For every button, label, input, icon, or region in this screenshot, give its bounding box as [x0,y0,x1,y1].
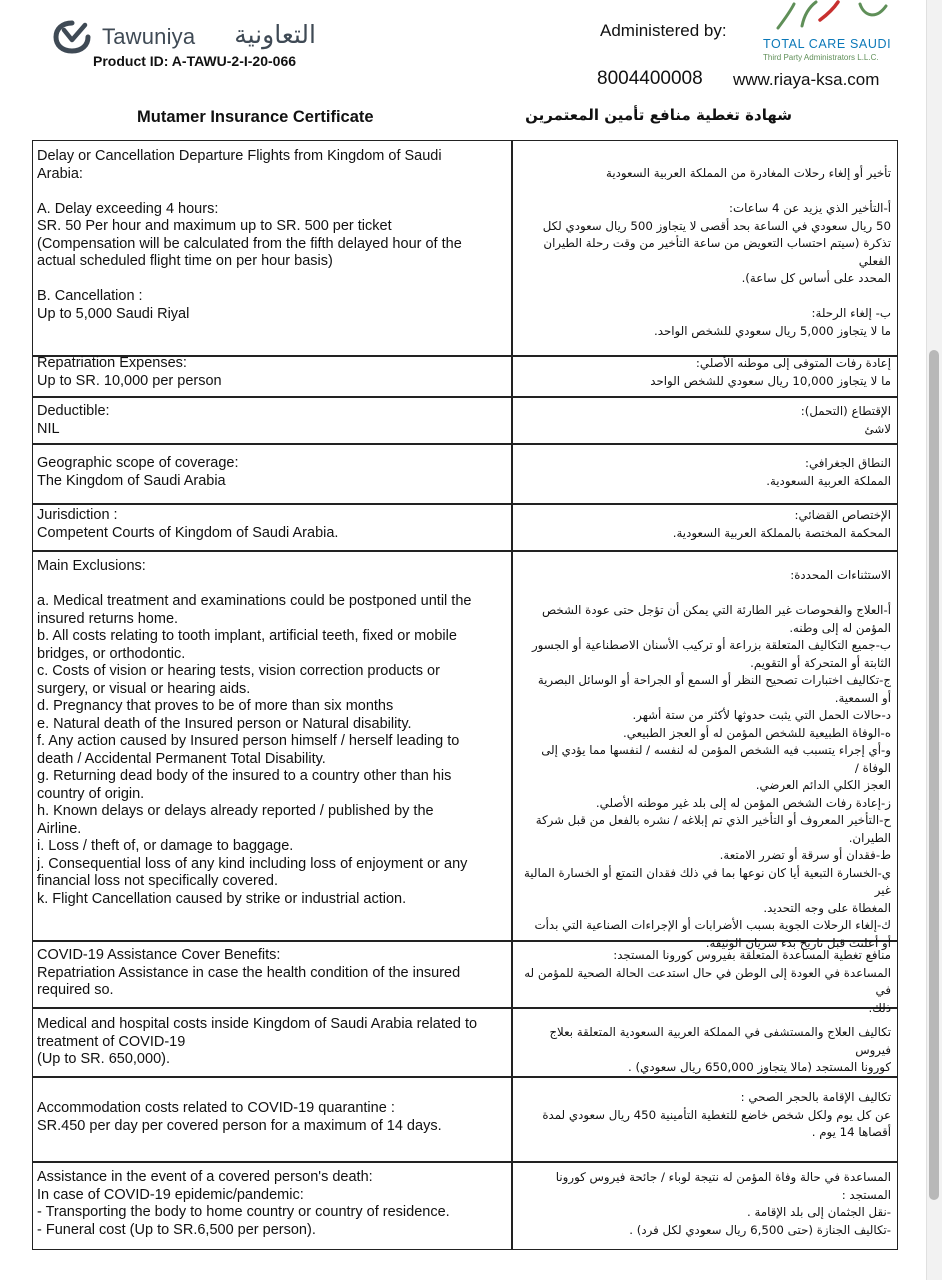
table-row-deductible-ar [517,403,891,438]
row-divider [33,1161,897,1163]
table-row-covid-assistance-ar [517,947,891,1017]
table-row-covid-medical-en [37,1016,507,1069]
cell-text: Repatriation Expenses: Up to SR. 10,000 per person [37,355,222,389]
table-row-exclusions-ar [517,567,891,952]
table-row-repatriation-en [37,355,507,390]
product-id: Product ID: A-TAWU-2-I-20-066 [93,53,297,69]
table-row-jurisdiction-en [37,507,507,542]
table-row-deductible-en [37,403,507,438]
tawuniya-logo-icon [52,20,92,54]
benefits-table [32,140,898,1250]
table-row-death-assistance-en [37,1169,507,1239]
administrator-name: TOTAL CARE SAUDI [763,37,892,51]
cell-text: Assistance in the event of a covered person's death: In case of COVID-19 epidemic/pandemic: - Transporting the body to home country or country of residence. - Funeral cost (Up to SR.6,500 per person). [37,1169,450,1238]
cell-text: المساعدة في حالة وفاة المؤمن له نتيجة لوباء / جائحة فيروس كورونا المستجد : -نقل الجثمان إلى بلد الإقامة . -تكاليف الجنازة (حتى 6,500 ريال سعودي لكل فرد) . [555,1170,891,1237]
phone-number: 8004400008 [597,68,703,89]
administrator-subtitle: Third Party Administrators L.L.C. [763,53,879,62]
table-row-flight-delay-ar [517,165,891,340]
table-row-quarantine-ar [517,1089,891,1142]
table-row-geographic-scope-en [37,455,507,490]
certificate-title-ar: شهادة تغطية منافع تأمين المعتمرين [525,106,792,124]
cell-text: أ-العلاج والفحوصات غير الطارئة التي يمكن أن تؤجل حتى عودة الشخص المؤمن له إلى وطنه. ب-جميع التكاليف المتعلقة بزراعة أو تركيب الأسنان الاصطناعية أو الجسور الثابتة أو المتحركة أو التقويم. ج-تكاليف اختبارات تصحيح النظر أو السمع أو الجراحة أو الوسائل البصرية أو السمعية. د-حالات الحمل التي يثبت حدوثها لأكثر من ستة أشهر. ه-الوفاة الطبيعية للشخص المؤمن له أو العجز الطبيعي. و-أي إجراء يتسبب فيه الشخص المؤمن له لنفسه / لنفسها مما يؤدي إلى الوفاة / العجز الكلي الدائم العرضي. ز-إعادة رفات الشخص المؤمن له إلى بلد غير موطنه الأصلي. ح-التأخير المعروف أو التأخير الذي تم إبلاغه / نشره بالفعل من قبل شركة الطيران. ط-فقدان أو سرقة أو تضرر الامتعة. ي-الخسارة التبعية أيا كان نوعها بما في ذلك فقدان التمتع أو الخسارة المالية غير المغطاة على وجه التحديد. ك-إلغاء الرحلات الجوية بسبب الأضرابات أو الإجراءات الصناعية التي بدأت أو أعلنت قبل تاريخ بدء سريان الوثيقة. [523,603,891,950]
cell-text: B. Cancellation : Up to 5,000 Saudi Riyal [37,288,190,322]
brand-name-ar: التعاونية [234,20,316,49]
row-divider [33,503,897,505]
administered-by-label: Administered by: [600,21,727,40]
row-divider [33,396,897,398]
table-row-covid-assistance-en [37,947,507,1000]
table-row-covid-medical-ar [517,1024,891,1077]
table-row-flight-delay-en [37,148,507,323]
total-care-saudi-logo-icon [772,0,892,32]
cell-text: A. Delay exceeding 4 hours: SR. 50 Per hour and maximum up to SR. 500 per ticket (Compensation will be calculated from the fifth delayed hour of the actual scheduled flight time on per hour basis) [37,200,462,269]
scrollbar-thumb[interactable] [929,350,939,1200]
brand-name-en: Tawuniya [102,24,196,49]
cell-text: النطاق الجغرافي: المملكة العربية السعودية. [766,456,891,488]
website-link[interactable]: www.riaya-ksa.com [733,70,880,89]
cell-text: Main Exclusions: [37,558,146,574]
cell-text: COVID-19 Assistance Cover Benefits: Repatriation Assistance in case the health condition of the insured required so. [37,947,461,998]
row-divider [33,443,897,445]
cell-text: إعادة رفات المتوفى إلى موطنه الأصلي: ما لا يتجاوز 10,000 ريال سعودي للشخص الواحد [650,356,891,388]
cell-text: ب- إلغاء الرحلة: ما لا يتجاوز 5,000 ريال سعودي للشخص الواحد. [654,306,891,338]
table-row-jurisdiction-ar [517,507,891,542]
cell-text: a. Medical treatment and examinations could be postponed until the insured returns home. b. All costs relating to tooth implant, artificial teeth, fixed or mobile bridges, or orthodontic. c. Costs of vision or hearing tests, vision correction products or surgery, or visual or hearing aids. d. Pregnancy that proves to be of more than six months e. Natural death of the Insured person or Natural disability. f. Any action caused by Insured person himself / herself leading to death / Accidental Permanent Total Disability. g. Returning dead body of the insured to a country other than his country of origin. h. Known delays or delays already reported / published by the Airline. i. Loss / theft of, or damage to baggage. j. Consequential loss of any kind including loss of enjoyment or any financial loss not specifically covered. k. Flight Cancellation caused by strike or industrial action. [37,593,472,907]
cell-text: Medical and hospital costs inside Kingdom of Saudi Arabia related to treatment of COVID-19 (Up to SR. 650,000). [37,1016,478,1067]
cell-text: تكاليف العلاج والمستشفى في المملكة العربية السعودية المتعلقة بعلاج فيروس كورونا المستجد (مالا يتجاوز 650,000 ريال سعودي) . [549,1025,891,1074]
table-row-quarantine-en [37,1100,507,1135]
cell-text: أ-التأخير الذي يزيد عن 4 ساعات: 50 ريال سعودي في الساعة بحد أقصى لا يتجاوز 500 ريال سعودي لكل تذكرة (سيتم احتساب التعويض من ساعة التأخير من وقت رحلة الطيران الفعلي المحدد على أساس كل ساعة). [542,201,891,285]
table-row-repatriation-ar [517,355,891,390]
cell-text: Geographic scope of coverage: The Kingdom of Saudi Arabia [37,455,239,489]
cell-text: الإختصاص القضائي: المحكمة المختصة بالمملكة العربية السعودية. [672,508,891,540]
cell-text: الإقتطاع (التحمل): لاشئ [800,404,891,436]
cell-text: الاستثناءات المحددة: [790,568,891,582]
table-row-exclusions-en [37,558,507,908]
cell-text: Delay or Cancellation Departure Flights from Kingdom of Saudi Arabia: [37,148,442,182]
column-divider [511,141,513,1249]
row-divider [33,550,897,552]
cell-text: منافع تغطية المساعدة المتعلقة بفيروس كورونا المستجد: المساعدة في العودة إلى الوطن في حال استدعت الحالة الصحية للمؤمن له في ذلك. [524,948,891,1015]
certificate-title-en: Mutamer Insurance Certificate [137,108,374,126]
cell-text: Deductible: NIL [37,403,110,437]
table-row-death-assistance-ar [517,1169,891,1239]
cell-text: تكاليف الإقامة بالحجر الصحي : عن كل يوم ولكل شخص خاضع للتغطية التأمينية 450 ريال سعودي لمدة أقصاها 14 يوم . [542,1090,891,1139]
cell-text: Jurisdiction : Competent Courts of Kingdom of Saudi Arabia. [37,507,339,541]
cell-text: Accommodation costs related to COVID-19 quarantine : SR.450 per day per covered person for a maximum of 14 days. [37,1100,442,1134]
table-row-geographic-scope-ar [517,455,891,490]
cell-text: تأخير أو إلغاء رحلات المغادرة من المملكة العربية السعودية [606,166,891,180]
